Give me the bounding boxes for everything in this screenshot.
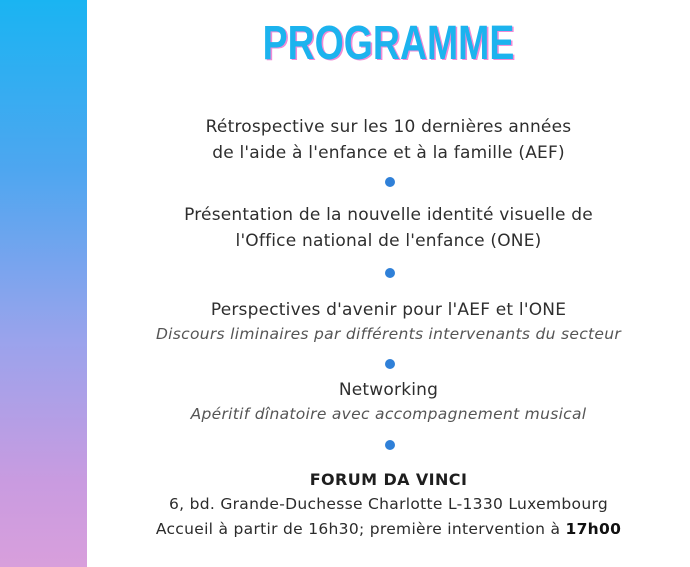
bullet-dot-icon	[385, 268, 395, 278]
programme-content	[87, 0, 690, 567]
decorative-gradient-bar	[0, 0, 87, 567]
venue-name: FORUM DA VINCI	[309, 470, 468, 489]
item-line: Présentation de la nouvelle identité visuelle de	[184, 205, 593, 225]
bullet-dot-icon	[385, 359, 395, 369]
programme-item-retrospective	[87, 114, 690, 166]
item-subtitle: Apéritif dînatoire avec accompagnement musical	[190, 405, 587, 423]
schedule-time: 17h00	[565, 520, 622, 538]
bullet-dot-icon	[385, 177, 395, 187]
venue-block	[87, 468, 690, 542]
venue-schedule	[87, 517, 690, 542]
programme-title: PROGRAMME	[262, 17, 515, 70]
programme-item-presentation	[87, 202, 690, 254]
programme-item-networking	[87, 377, 690, 425]
item-subtitle: Discours liminaires par différents intervenants du secteur	[155, 325, 622, 343]
item-line: Perspectives d'avenir pour l'AEF et l'ONE	[210, 300, 567, 320]
programme-item-perspectives	[87, 297, 690, 345]
schedule-text: Accueil à partir de 16h30; première intervention à	[155, 520, 566, 538]
item-line: de l'aide à l'enfance et à la famille (AEF)	[212, 143, 565, 163]
item-line: Rétrospective sur les 10 dernières années	[205, 117, 572, 137]
venue-address: 6, bd. Grande-Duchesse Charlotte L-1330 Luxembourg	[168, 495, 609, 513]
bullet-dot-icon	[385, 440, 395, 450]
item-line: Networking	[338, 380, 439, 400]
item-line: l'Office national de l'enfance (ONE)	[235, 231, 542, 251]
